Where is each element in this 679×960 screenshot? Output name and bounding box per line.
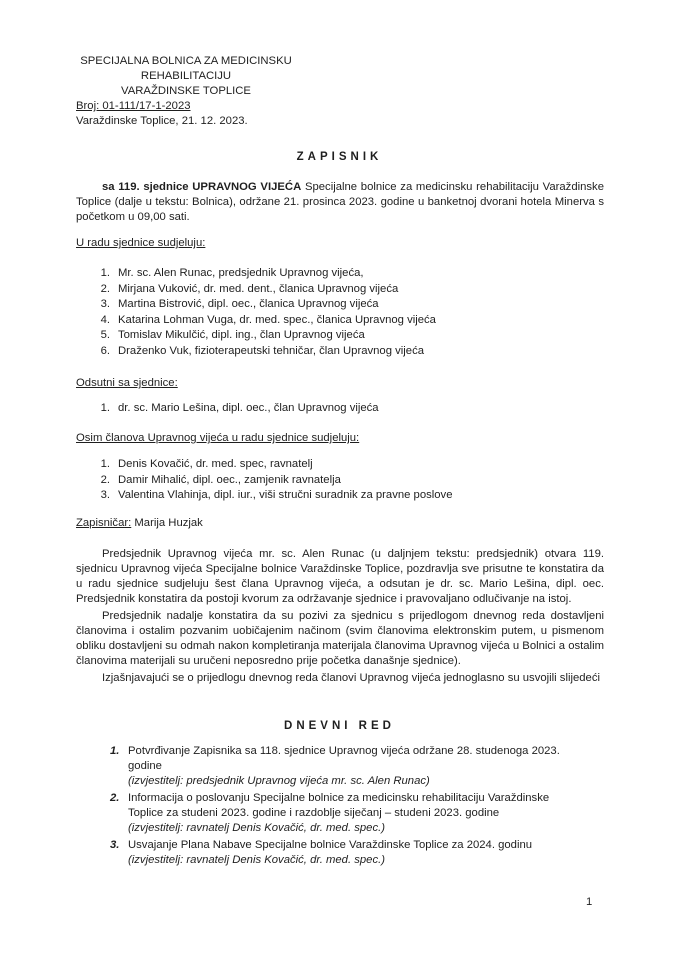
list-item <box>96 282 596 298</box>
intro-bold: sa 119. sjednice UPRAVNOG VIJEĆA <box>102 181 302 193</box>
item-number: 1. <box>100 402 110 414</box>
paragraph-invitations: Predsjednik nadalje konstatira da su pozivi za sjednicu s prijedlogom dnevnog reda dostavljeni članovima i ostalim pozvanim uobičajenim načinom (svim članovima elektronskim putem, u pismenom obliku dostavljeni su odmah nakon kompletiranja materijala članovima Upravnog vijeća u Bolnici a ostalim članovima materijali su uručeni neposredno prije početka današnje sjednice). <box>76 610 604 667</box>
item-number: 1. <box>100 267 110 279</box>
place-and-date: Varaždinske Toplice, 21. 12. 2023. <box>76 115 248 127</box>
recorder-label: Zapisničar: <box>76 517 132 529</box>
institution-name-line-1: SPECIJALNA BOLNICA ZA MEDICINSKU <box>80 55 292 67</box>
document-number: Broj: 01-111/17-1-2023 <box>76 100 191 112</box>
page-number: 1 <box>586 896 593 908</box>
paragraph-agenda-adoption: Izjašnjavajući se o prijedlogu dnevnog reda članovi Upravnog vijeća jednoglasno su usvojili slijedeći <box>102 672 600 684</box>
intro-paragraph <box>76 180 604 225</box>
list-item <box>96 488 596 504</box>
item-text: Martina Bistrović, dipl. oec., članica Upravnog vijeća <box>118 298 379 310</box>
agenda-item-number: 2. <box>110 792 120 804</box>
recorder-line <box>76 516 604 531</box>
intro-text: Specijalne bolnice za medicinsku rehabilitaciju Varaždinske Toplice (dalje u tekstu: Bolnica), održane 21. prosinca 2023. godine u banketnoj dvorani hotela Minerva s početkom u 09,00 sati. <box>76 181 604 223</box>
item-number: 1. <box>100 458 110 470</box>
others-list <box>96 457 596 504</box>
item-text: Valentina Vlahinja, dipl. iur., viši stručni suradnik za pravne poslove <box>118 489 453 501</box>
item-number: 3. <box>100 298 110 310</box>
item-text: Mr. sc. Alen Runac, predsjednik Upravnog vijeća, <box>118 267 364 279</box>
participants-heading-text: U radu sjednice sudjeluju: <box>76 237 206 249</box>
paragraph-opening: Predsjednik Upravnog vijeća mr. sc. Alen Runac (u daljnjem tekstu: predsjednik) otvara 119. sjednicu Upravnog vijeća Specijalne bolnice Varaždinske Toplice, pozdravlja sve prisutne te konstatira da u radu sjednice sudjeluju šest člana Upravnog vijeća, a odsutan je dr. sc. Mario Lešina, dipl. oec. Predsjednik konstatira da postoji kvorum za održavanje sjednice i pravovaljano odlučivanje na istoj. <box>76 548 604 605</box>
others-heading-text: Osim članova Upravnog vijeća u radu sjednice sudjeluju: <box>76 432 360 444</box>
participants-heading <box>76 236 604 251</box>
item-number: 5. <box>100 329 110 341</box>
recorder-name: Marija Huzjak <box>131 517 203 529</box>
item-number: 6. <box>100 344 110 357</box>
agenda-item-number: 1. <box>110 745 120 757</box>
item-text: dr. sc. Mario Lešina, dipl. oec., član Upravnog vijeća <box>118 402 379 414</box>
agenda-item-text: Usvajanje Plana Nabave Specijalne bolnice Varaždinske Toplice za 2024. godinu <box>128 839 533 851</box>
agenda-item-reporter: (izvjestitelj: ravnatelj Denis Kovačić, dr. med. spec.) <box>128 854 385 866</box>
participants-list <box>96 266 596 359</box>
list-item <box>96 457 596 473</box>
agenda-item <box>110 791 580 836</box>
others-heading <box>76 431 604 446</box>
item-text: Draženko Vuk, fizioterapeutski tehničar, član Upravnog vijeća <box>118 344 425 357</box>
agenda-item-text: Informacija o poslovanju Specijalne bolnice za medicinsku rehabilitaciju Varaždinske Toplice za studeni 2023. godine i razdoblje siječanj – studeni 2023. godine <box>128 792 550 819</box>
item-text: Denis Kovačić, dr. med. spec, ravnatelj <box>118 458 313 470</box>
list-item <box>96 266 596 282</box>
list-item <box>96 473 596 489</box>
agenda-item-reporter: (izvjestitelj: ravnatelj Denis Kovačić, dr. med. spec.) <box>128 822 385 834</box>
institution-name-line-2: REHABILITACIJU <box>140 70 232 82</box>
agenda-heading: DNEVNI RED <box>284 720 395 732</box>
absent-heading-text: Odsutni sa sjednice: <box>76 377 178 389</box>
document-header <box>76 54 296 129</box>
institution-name-line-3: VARAŽDINSKE TOPLICE <box>121 85 251 97</box>
list-item <box>96 344 596 360</box>
item-number: 3. <box>100 489 110 501</box>
agenda-item <box>110 744 580 789</box>
item-number: 4. <box>100 313 110 326</box>
item-text: Damir Mihalić, dipl. oec., zamjenik ravnatelja <box>118 473 341 486</box>
item-text: Tomislav Mikulčić, dipl. ing., član Upravnog vijeća <box>118 329 365 341</box>
item-text: Katarina Lohman Vuga, dr. med. spec., članica Upravnog vijeća <box>118 313 436 326</box>
document-title: ZAPISNIK <box>296 151 383 163</box>
absent-list <box>96 401 596 417</box>
agenda-item-reporter: (izvjestitelj: predsjednik Upravnog vijeća mr. sc. Alen Runac) <box>128 775 430 787</box>
agenda-list <box>110 744 580 870</box>
item-number: 2. <box>100 282 110 295</box>
agenda-item <box>110 838 580 868</box>
absent-heading <box>76 376 604 391</box>
item-text: Mirjana Vuković, dr. med. dent., članica Upravnog vijeća <box>118 282 399 295</box>
list-item <box>96 297 596 313</box>
agenda-item-number: 3. <box>110 839 120 851</box>
list-item <box>96 401 596 417</box>
list-item <box>96 328 596 344</box>
item-number: 2. <box>100 473 110 486</box>
agenda-item-text: Potvrđivanje Zapisnika sa 118. sjednice Upravnog vijeća održane 28. studenoga 2023. godine <box>128 745 560 772</box>
list-item <box>96 313 596 329</box>
